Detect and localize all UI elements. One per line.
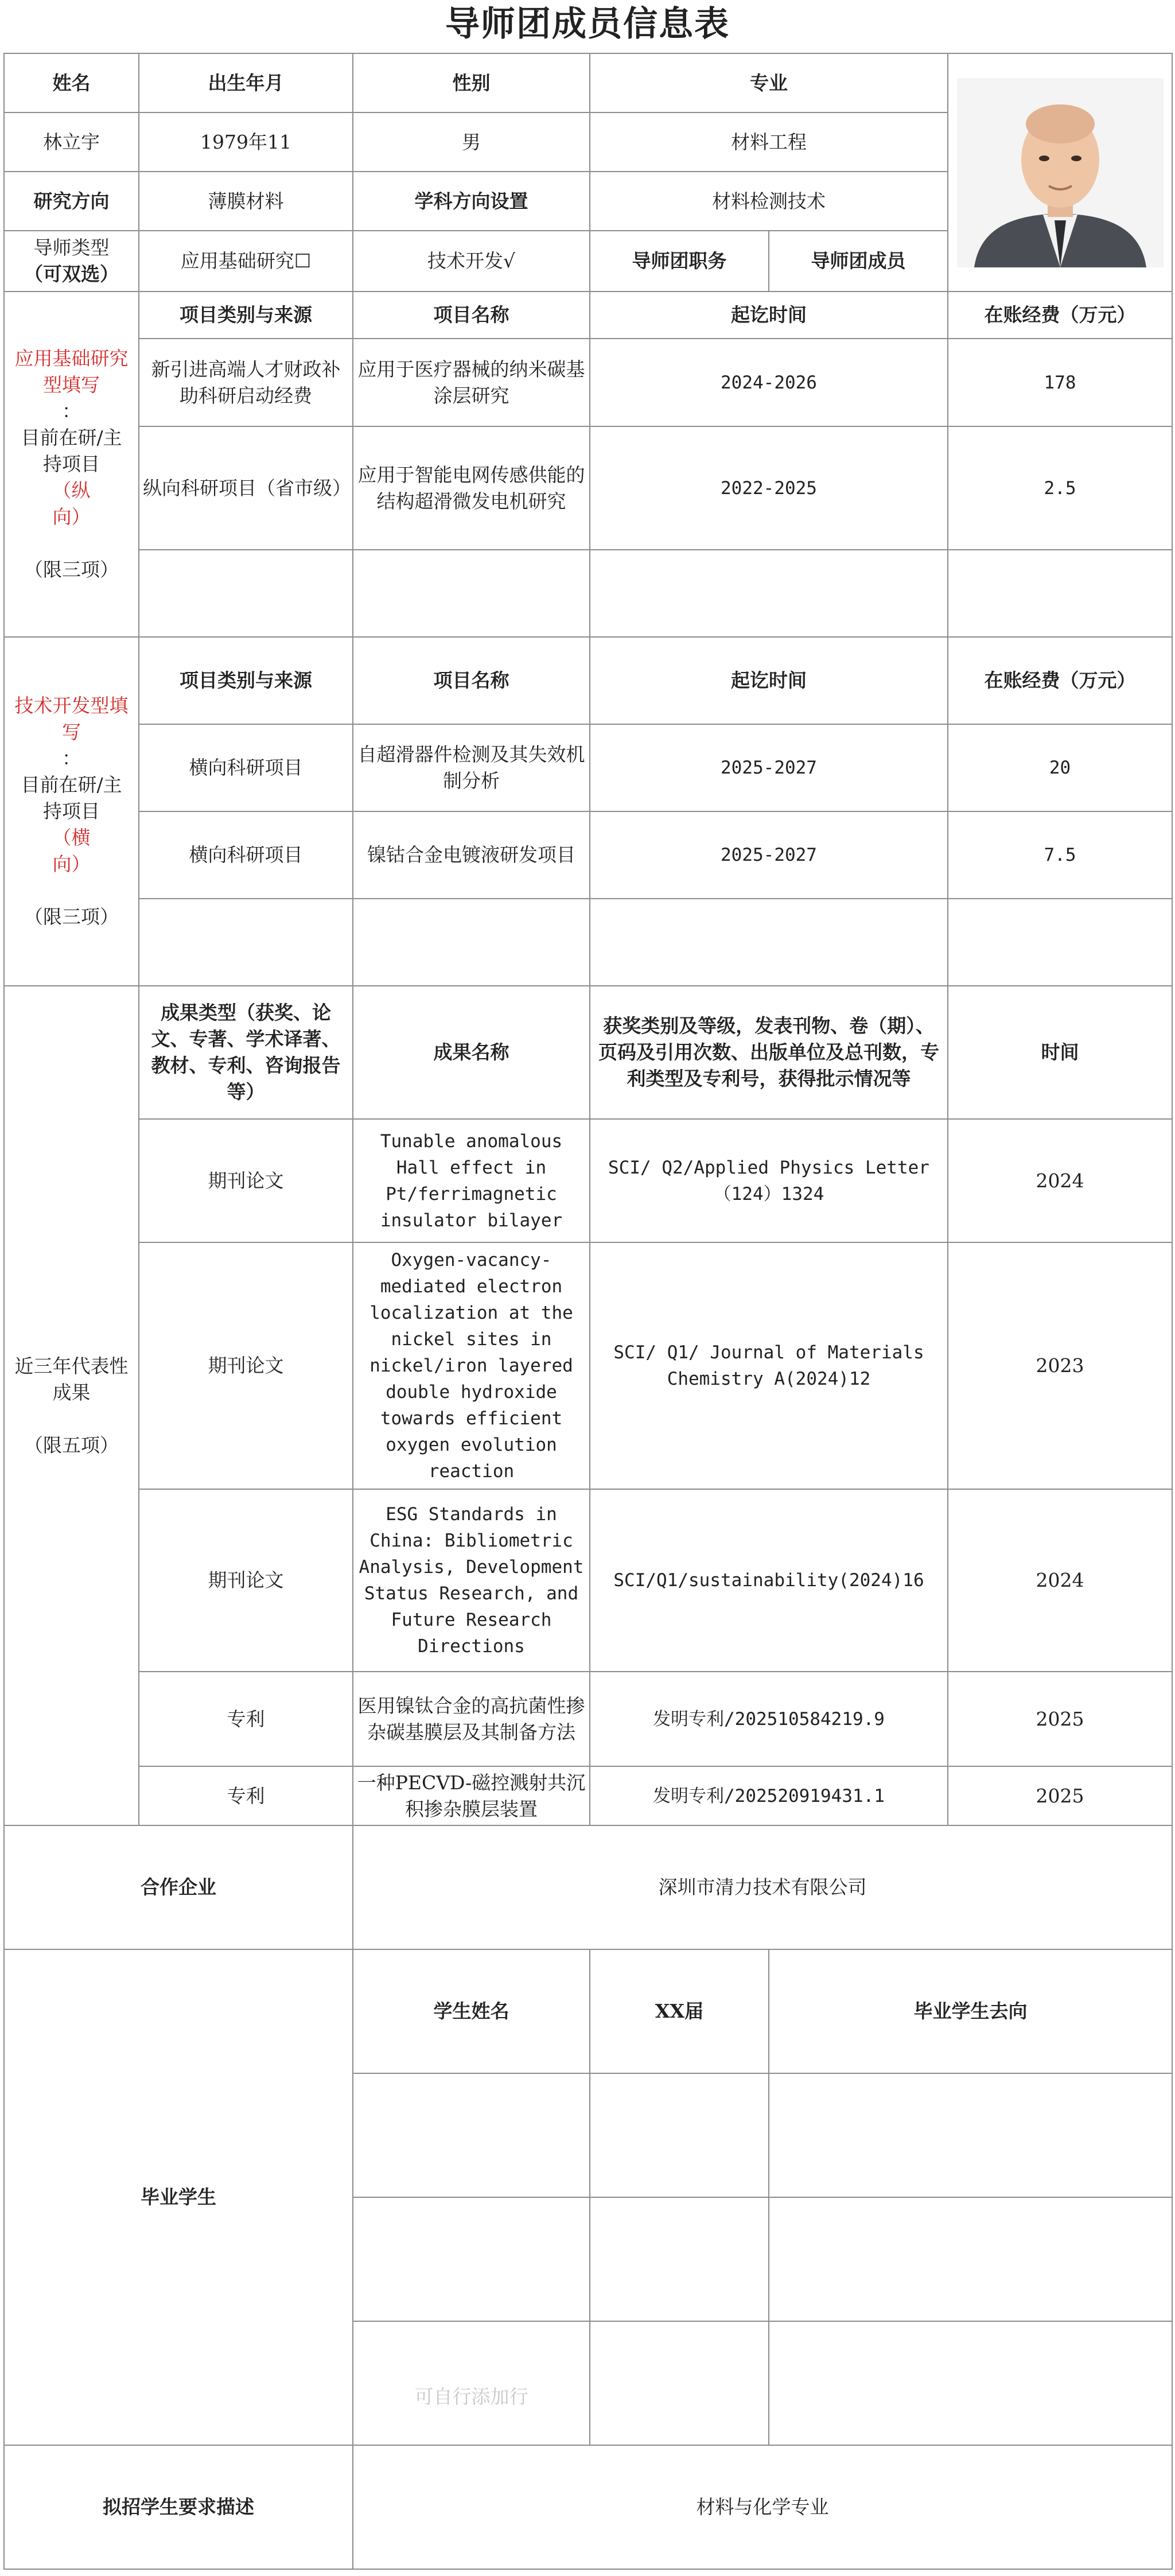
type-basic-option[interactable]: 应用基础研究☐ (139, 231, 353, 292)
achievement-year-2: 2023 (948, 1242, 1172, 1489)
achievement-type-5: 专利 (139, 1766, 353, 1825)
graduate-destination-cell[interactable] (769, 2321, 1172, 2445)
vertical-projects-label: 应用基础研究 型填写 ： 目前在研/主 持项目 （纵 向） （限三项） (4, 292, 139, 637)
table-row (4, 724, 1172, 811)
research-value: 薄膜材料 (139, 172, 353, 231)
add-row-hint[interactable]: 可自行添加行 (353, 2321, 590, 2445)
recruit-label: 拟招学生要求描述 (4, 2445, 353, 2569)
horizontal-funds-2: 7.5 (948, 811, 1172, 899)
vertical-empty-cell[interactable] (948, 550, 1172, 637)
birth-value: 1979年11 (139, 112, 353, 172)
horizontal-empty-cell[interactable] (948, 899, 1172, 986)
achievement-header-detail: 获奖类别及等级，发表刊物、卷（期）、页码及引用次数、出版单位及总刊数，专利类型及专利号，获得批示情况等 (590, 986, 948, 1119)
graduates-header-class: XX届 (590, 1949, 769, 2073)
table-row (4, 550, 1172, 637)
achievement-name-4: 医用镍钛合金的高抗菌性掺杂碳基膜层及其制备方法 (353, 1672, 590, 1766)
horizontal-projects-label: 技术开发型填 写 ： 目前在研/主 持项目 （横 向） （限三项） (4, 637, 139, 986)
horizontal-period-2: 2025-2027 (590, 811, 948, 899)
achievement-detail-1: SCI/ Q2/Applied Physics Letter（124）1324 (590, 1119, 948, 1242)
graduate-class-cell[interactable] (590, 2197, 769, 2321)
horizontal-source-2: 横向科研项目 (139, 811, 353, 899)
vertical-header-source: 项目类别与来源 (139, 292, 353, 339)
vertical-empty-cell[interactable] (353, 550, 590, 637)
vertical-funds-1: 178 (948, 339, 1172, 426)
graduate-class-cell[interactable] (590, 2321, 769, 2445)
horizontal-header-source: 项目类别与来源 (139, 637, 353, 724)
horizontal-header-funds: 在账经费（万元） (948, 637, 1172, 724)
avatar (957, 78, 1164, 267)
table-row (4, 1242, 1172, 1489)
mentor-type-label (4, 231, 139, 292)
achievement-year-4: 2025 (948, 1672, 1172, 1766)
achievement-type-2: 期刊论文 (139, 1242, 353, 1489)
discipline-label: 学科方向设置 (353, 172, 590, 231)
table-row (4, 899, 1172, 986)
vertical-header-period: 起讫时间 (590, 292, 948, 339)
horizontal-empty-cell[interactable] (139, 899, 353, 986)
research-label: 研究方向 (4, 172, 139, 231)
horizontal-name-2: 镍钴合金电镀液研发项目 (353, 811, 590, 899)
graduate-name-cell[interactable] (353, 2073, 590, 2197)
table-row (4, 811, 1172, 899)
recruit-value: 材料与化学专业 (353, 2445, 1172, 2569)
table-row (4, 1766, 1172, 1825)
achievement-header-year: 时间 (948, 986, 1172, 1119)
gender-value: 男 (353, 112, 590, 172)
achievement-year-3: 2024 (948, 1489, 1172, 1672)
achievement-year-5: 2025 (948, 1766, 1172, 1825)
vertical-source-1: 新引进高端人才财政补助科研启动经费 (139, 339, 353, 426)
achievement-detail-5: 发明专利/202520919431.1 (590, 1766, 948, 1825)
horizontal-funds-1: 20 (948, 724, 1172, 811)
achievement-detail-2: SCI/ Q1/ Journal of Materials Chemistry A(2024)12 (590, 1242, 948, 1489)
achievement-name-3: ESG Standards in China: Bibliometric Analysis, Development Status Research, and Future Research Directions (353, 1489, 590, 1672)
vertical-period-1: 2024-2026 (590, 339, 948, 426)
horizontal-source-1: 横向科研项目 (139, 724, 353, 811)
vertical-funds-2: 2.5 (948, 426, 1172, 550)
horizontal-empty-cell[interactable] (590, 899, 948, 986)
page-title: 导师团成员信息表 (445, 4, 730, 44)
achievement-header-name: 成果名称 (353, 986, 590, 1119)
info-table (3, 53, 1172, 2570)
graduates-label: 毕业学生 (4, 1949, 353, 2445)
vertical-empty-cell[interactable] (139, 550, 353, 637)
horizontal-period-1: 2025-2027 (590, 724, 948, 811)
achievement-header-type: 成果类型（获奖、论文、专著、学术译著、教材、专利、咨询报告等） (139, 986, 353, 1119)
table-row (4, 1119, 1172, 1242)
graduate-destination-cell[interactable] (769, 2197, 1172, 2321)
horizontal-header-name: 项目名称 (353, 637, 590, 724)
gender-label: 性别 (353, 53, 590, 112)
portrait-photo (948, 53, 1172, 292)
table-row (4, 1489, 1172, 1672)
achievement-name-2: Oxygen-vacancy-mediated electron localization at the nickel sites in nickel/iron layered double hydroxide towards efficient oxygen evolution reaction (353, 1242, 590, 1489)
table-row (4, 339, 1172, 426)
role-value: 导师团成员 (769, 231, 948, 292)
name-label: 姓名 (4, 53, 139, 112)
achievement-year-1: 2024 (948, 1119, 1172, 1242)
vertical-name-1: 应用于医疗器械的纳米碳基涂层研究 (353, 339, 590, 426)
role-label: 导师团职务 (590, 231, 769, 292)
major-value: 材料工程 (590, 112, 948, 172)
graduates-header-destination: 毕业学生去向 (769, 1949, 1172, 2073)
table-row (4, 426, 1172, 550)
horizontal-empty-cell[interactable] (353, 899, 590, 986)
vertical-header-funds: 在账经费（万元） (948, 292, 1172, 339)
graduate-class-cell[interactable] (590, 2073, 769, 2197)
vertical-name-2: 应用于智能电网传感供能的结构超滑微发电机研究 (353, 426, 590, 550)
birth-label: 出生年月 (139, 53, 353, 112)
achievement-type-3: 期刊论文 (139, 1489, 353, 1672)
achievement-type-4: 专利 (139, 1672, 353, 1766)
achievement-name-5: 一种PECVD-磁控溅射共沉积掺杂膜层装置 (353, 1766, 590, 1825)
type-tech-option[interactable]: 技术开发√ (353, 231, 590, 292)
graduate-name-cell[interactable] (353, 2197, 590, 2321)
discipline-value: 材料检测技术 (590, 172, 948, 231)
achievement-type-1: 期刊论文 (139, 1119, 353, 1242)
vertical-period-2: 2022-2025 (590, 426, 948, 550)
vertical-source-2: 纵向科研项目（省市级） (139, 426, 353, 550)
mentor-type-label-line2: （可双选） (24, 263, 119, 285)
table-row (4, 1672, 1172, 1766)
partner-label: 合作企业 (4, 1825, 353, 1949)
vertical-empty-cell[interactable] (590, 550, 948, 637)
achievement-name-1: Tunable anomalous Hall effect in Pt/ferrimagnetic insulator bilayer (353, 1119, 590, 1242)
horizontal-name-1: 自超滑器件检测及其失效机制分析 (353, 724, 590, 811)
achievements-label: 近三年代表性成果 （限五项） (4, 986, 139, 1825)
partner-value: 深圳市清力技术有限公司 (353, 1825, 1172, 1949)
major-label: 专业 (590, 53, 948, 112)
mentor-type-label-line1: 导师类型 (33, 236, 110, 259)
graduate-destination-cell[interactable] (769, 2073, 1172, 2197)
graduates-header-name: 学生姓名 (353, 1949, 590, 2073)
achievement-detail-3: SCI/Q1/sustainability(2024)16 (590, 1489, 948, 1672)
horizontal-header-period: 起讫时间 (590, 637, 948, 724)
achievement-detail-4: 发明专利/202510584219.9 (590, 1672, 948, 1766)
name-value: 林立宇 (4, 112, 139, 172)
vertical-header-name: 项目名称 (353, 292, 590, 339)
